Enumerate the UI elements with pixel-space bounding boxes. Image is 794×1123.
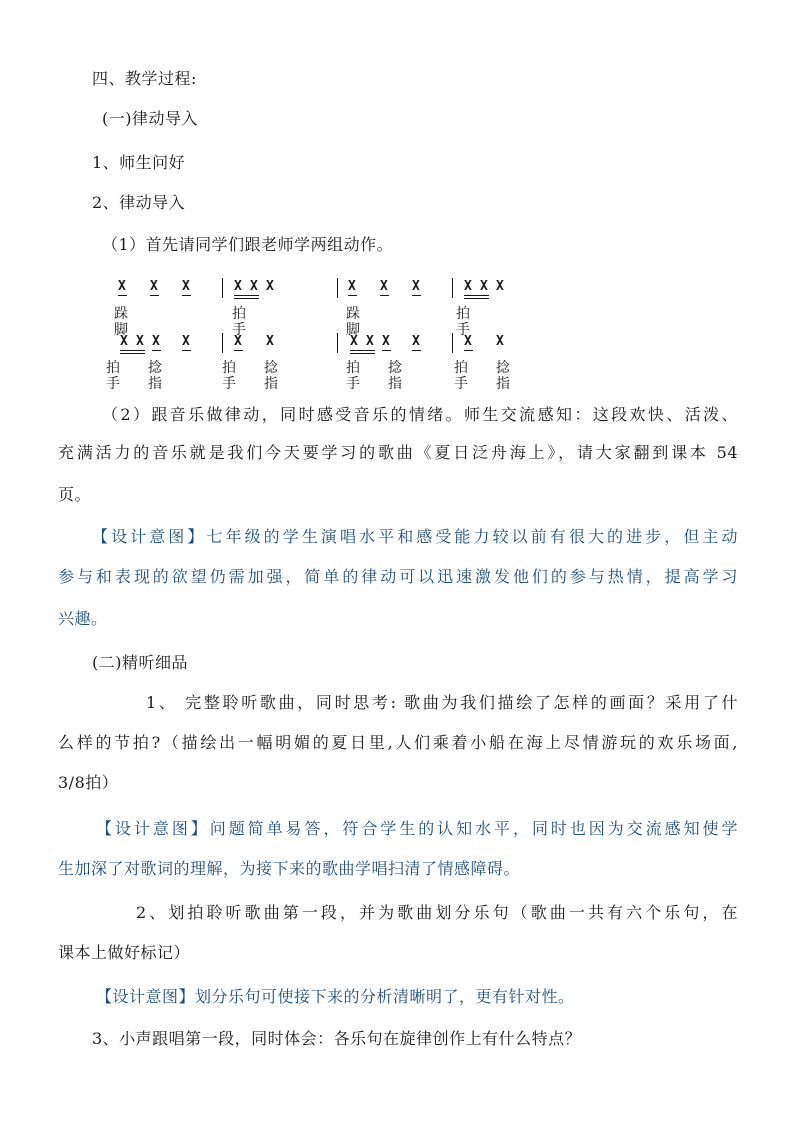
listen-1-line-1: 1、 完整聆听歌曲，同时思考: 歌曲为我们描绘了怎样的画面？采用了什 — [146, 693, 738, 712]
note: X — [348, 279, 356, 294]
note-underline — [120, 350, 145, 351]
note-underline — [348, 295, 357, 296]
label-clap: 拍手 — [222, 360, 236, 392]
step-2-line-3: 页。 — [58, 485, 92, 504]
design-intent-1-line-3: 兴趣。 — [58, 609, 108, 628]
note-underline — [234, 298, 259, 299]
bar-line — [452, 333, 453, 353]
listen-1-line-2: 么样的节拍?（描绘出一幅明媚的夏日里,人们乘着小船在海上尽情游玩的欢乐场面, — [58, 733, 738, 752]
item-rhythm-intro: 2、律动导入 — [92, 193, 186, 212]
design-intent-2-line-1: 【设计意图】问题简单易答，符合学生的认知水平，同时也因为交流感知使学 — [96, 819, 738, 838]
note: X — [366, 334, 374, 349]
note: X — [118, 279, 126, 294]
note-underline — [120, 353, 145, 354]
label-clap: 拍手 — [232, 306, 246, 338]
label-snap: 捻指 — [388, 360, 402, 392]
design-intent-label: 【设计意图】 — [96, 987, 196, 1006]
listen-2-line-2: 课本上做好标记） — [58, 943, 191, 962]
label-clap: 拍手 — [106, 360, 120, 392]
design-intent-1-line-2: 参与和表现的欲望仍需加强，简单的律动可以迅速激发他们的参与热情，提高学习 — [58, 567, 738, 586]
subsection-1-title: (一)律动导入 — [102, 109, 198, 128]
note-underline — [150, 295, 159, 296]
note-underline — [464, 298, 489, 299]
note-underline — [350, 353, 375, 354]
note-underline — [182, 350, 191, 351]
note-underline — [350, 350, 375, 351]
bar-line — [222, 278, 223, 298]
note: X — [496, 279, 504, 294]
note: X — [380, 279, 388, 294]
label-clap: 拍手 — [346, 360, 360, 392]
label-snap: 捻指 — [264, 360, 278, 392]
subsection-2-title: (二)精听细品 — [92, 653, 188, 672]
label-stomp: 跺脚 — [114, 306, 128, 338]
note: X — [120, 334, 128, 349]
section-heading: 四、教学过程: — [92, 69, 197, 88]
bar-line — [452, 278, 453, 298]
note-underline — [234, 295, 259, 296]
design-intent-1-line-1: 【设计意图】七年级的学生演唱水平和感受能力较以前有很大的进步，但主动 — [92, 527, 738, 546]
note: X — [266, 279, 274, 294]
step-2-line-1: （2）跟音乐做律动，同时感受音乐的情绪。师生交流感知：这段欢快、活泼、 — [102, 405, 738, 424]
bar-line — [337, 278, 338, 298]
bar-line — [337, 333, 338, 353]
label-clap: 拍手 — [454, 360, 468, 392]
note: X — [464, 279, 472, 294]
step-2-line-2: 充满活力的音乐就是我们今天要学习的歌曲《夏日泛舟海上》，请大家翻到课本 54 — [58, 443, 738, 462]
listen-1-line-3: 3/8拍） — [58, 773, 119, 792]
note: X — [250, 279, 258, 294]
note: X — [412, 279, 420, 294]
note: X — [412, 334, 420, 349]
note: X — [182, 334, 190, 349]
step-1-text: （1）首先请同学们跟老师学两组动作。 — [102, 235, 394, 254]
note-underline — [380, 295, 389, 296]
note: X — [480, 279, 488, 294]
label-snap: 捻指 — [148, 360, 162, 392]
note: X — [234, 279, 242, 294]
bar-line — [222, 333, 223, 353]
label-snap: 捻指 — [496, 360, 510, 392]
note: X — [152, 334, 160, 349]
note-underline — [464, 350, 473, 351]
note-underline — [412, 350, 421, 351]
design-intent-label: 【设计意图】 — [92, 527, 207, 546]
note-underline — [234, 350, 243, 351]
note-underline — [118, 295, 127, 296]
design-intent-2-line-2: 生加深了对歌词的理解，为接下来的歌曲学唱扫清了情感障碍。 — [58, 859, 521, 878]
note: X — [464, 334, 472, 349]
note: X — [382, 334, 390, 349]
note: X — [136, 334, 144, 349]
note: X — [496, 334, 504, 349]
note-underline — [382, 350, 391, 351]
note: X — [234, 334, 242, 349]
design-intent-3: 【设计意图】划分乐句可使接下来的分析清晰明了，更有针对性。 — [96, 987, 575, 1006]
note: X — [266, 334, 274, 349]
design-intent-label: 【设计意图】 — [96, 819, 210, 838]
listen-2-line-1: 2、划拍聆听歌曲第一段，并为歌曲划分乐句（歌曲一共有六个乐句，在 — [136, 903, 738, 922]
note-underline — [152, 350, 161, 351]
note-underline — [412, 295, 421, 296]
note-underline — [182, 295, 191, 296]
note: X — [182, 279, 190, 294]
label-stomp: 跺脚 — [346, 306, 360, 338]
note: X — [350, 334, 358, 349]
note-underline — [464, 295, 489, 296]
label-clap: 拍手 — [456, 306, 470, 338]
sing-3-text: 3、小声跟唱第一段，同时体会：各乐句在旋律创作上有什么特点？ — [92, 1029, 582, 1048]
note: X — [150, 279, 158, 294]
item-greeting: 1、师生问好 — [92, 153, 186, 172]
